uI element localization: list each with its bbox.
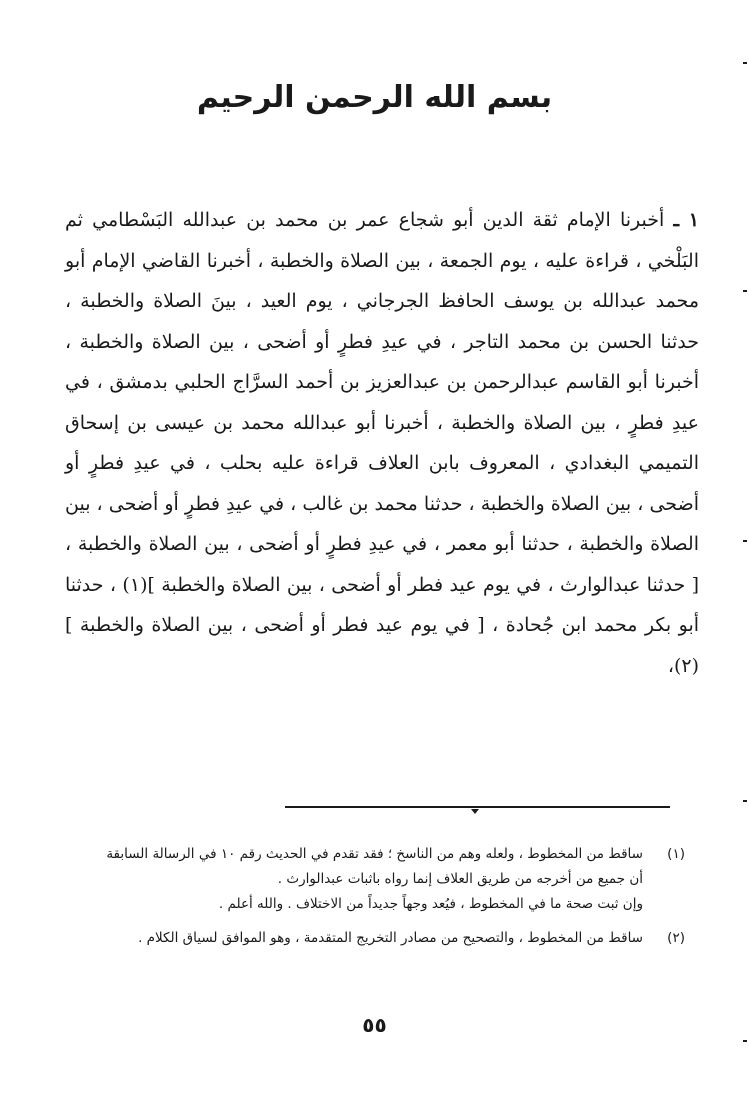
hadith-line: في يوم عيد فطر أو أضحى ، بين الصلاة والخطبة ](١) ، حدثنا أبو بكر محمد <box>65 573 700 636</box>
footnote-divider <box>285 806 670 808</box>
footnote-line: وإن ثبت صحة ما في المخطوط ، فيُعد وجهاً جديداً من الاختلاف . والله أعلم . <box>218 896 643 912</box>
footnote-number: (٢) <box>667 930 685 946</box>
footnote-body <box>75 926 643 951</box>
hadith-line: عبدالله محمد بن عيسى بن إسحاق التميمي البغدادي ، المعروف بابن العلاف <box>65 411 700 474</box>
hadith-line: ثم البَلْخي ، قراءة عليه ، يوم الجمعة ، بين الصلاة والخطبة ، أخبرنا القاضي <box>65 209 699 272</box>
footnote-body <box>75 842 643 917</box>
footnote-1 <box>75 842 685 917</box>
divider-ornament <box>471 809 479 814</box>
footnote-2 <box>75 926 685 951</box>
scan-edge-mark <box>743 62 747 64</box>
footnote-line: أن جميع من أخرجه من طريق العلاف إنما رواه باثبات عبدالوارث . <box>277 871 643 887</box>
footnotes <box>75 842 685 951</box>
basmala-heading: بسم الله الرحمن الرحيم <box>196 80 553 115</box>
hadith-line: ابن جُحادة ، [ في يوم عيد فطر أو أضحى ، بين الصلاة والخطبة ](٢)، <box>65 614 699 677</box>
hadith-line: السرَّاج الحلبي بدمشق ، في عيدِ فطرٍ ، بين الصلاة والخطبة ، أخبرنا أبو <box>65 371 699 434</box>
scan-edge-mark <box>743 1040 747 1042</box>
page-number: ٥٥ <box>362 1013 387 1037</box>
hadith-line: قراءة عليه بحلب ، في عيدِ فطرٍ أو أضحى ، بين الصلاة والخطبة ، حدثنا <box>65 452 699 515</box>
hadith-line: معمر ، في عيدِ فطرٍ أو أضحى ، بين الصلاة والخطبة ، [ حدثنا عبدالوارث ، <box>65 533 700 596</box>
scan-edge-mark <box>743 800 747 802</box>
hadith-line: الصلاة والخطبة ، أخبرنا أبو القاسم عبدالرحمن بن عبدالعزيز بن أحمد <box>65 330 699 393</box>
footnote-line: ساقط من المخطوط ، ولعله وهم من الناسخ ؛ فقد تقدم في الحديث رقم ١٠ في الرسالة السابقة <box>106 846 643 862</box>
scan-edge-mark <box>743 540 747 542</box>
scan-edge-mark <box>743 290 747 292</box>
hadith-line: محمد بن غالب ، في عيدِ فطرٍ أو أضحى ، بين الصلاة والخطبة ، حدثنا أبو <box>65 492 699 555</box>
footnote-line: ساقط من المخطوط ، والتصحيح من مصادر التخريج المتقدمة ، وهو الموافق لسياق الكلام . <box>138 930 643 946</box>
footnote-number: (١) <box>667 846 685 862</box>
hadith-line: أخبرنا الإمام ثقة الدين أبو شجاع عمر بن محمد بن عبدالله البَسْطامي <box>92 209 665 231</box>
hadith-text <box>65 200 699 686</box>
hadith-number: ١ ـ <box>673 209 699 231</box>
hadith-line: الإمام أبو محمد عبدالله بن يوسف الحافظ الجرجاني ، يوم العيد ، بينَ الصلاة <box>65 249 699 312</box>
hadith-line: والخطبة ، حدثنا الحسن بن محمد التاجر ، في عيدِ فطرٍ أو أضحى ، بين <box>65 290 699 353</box>
